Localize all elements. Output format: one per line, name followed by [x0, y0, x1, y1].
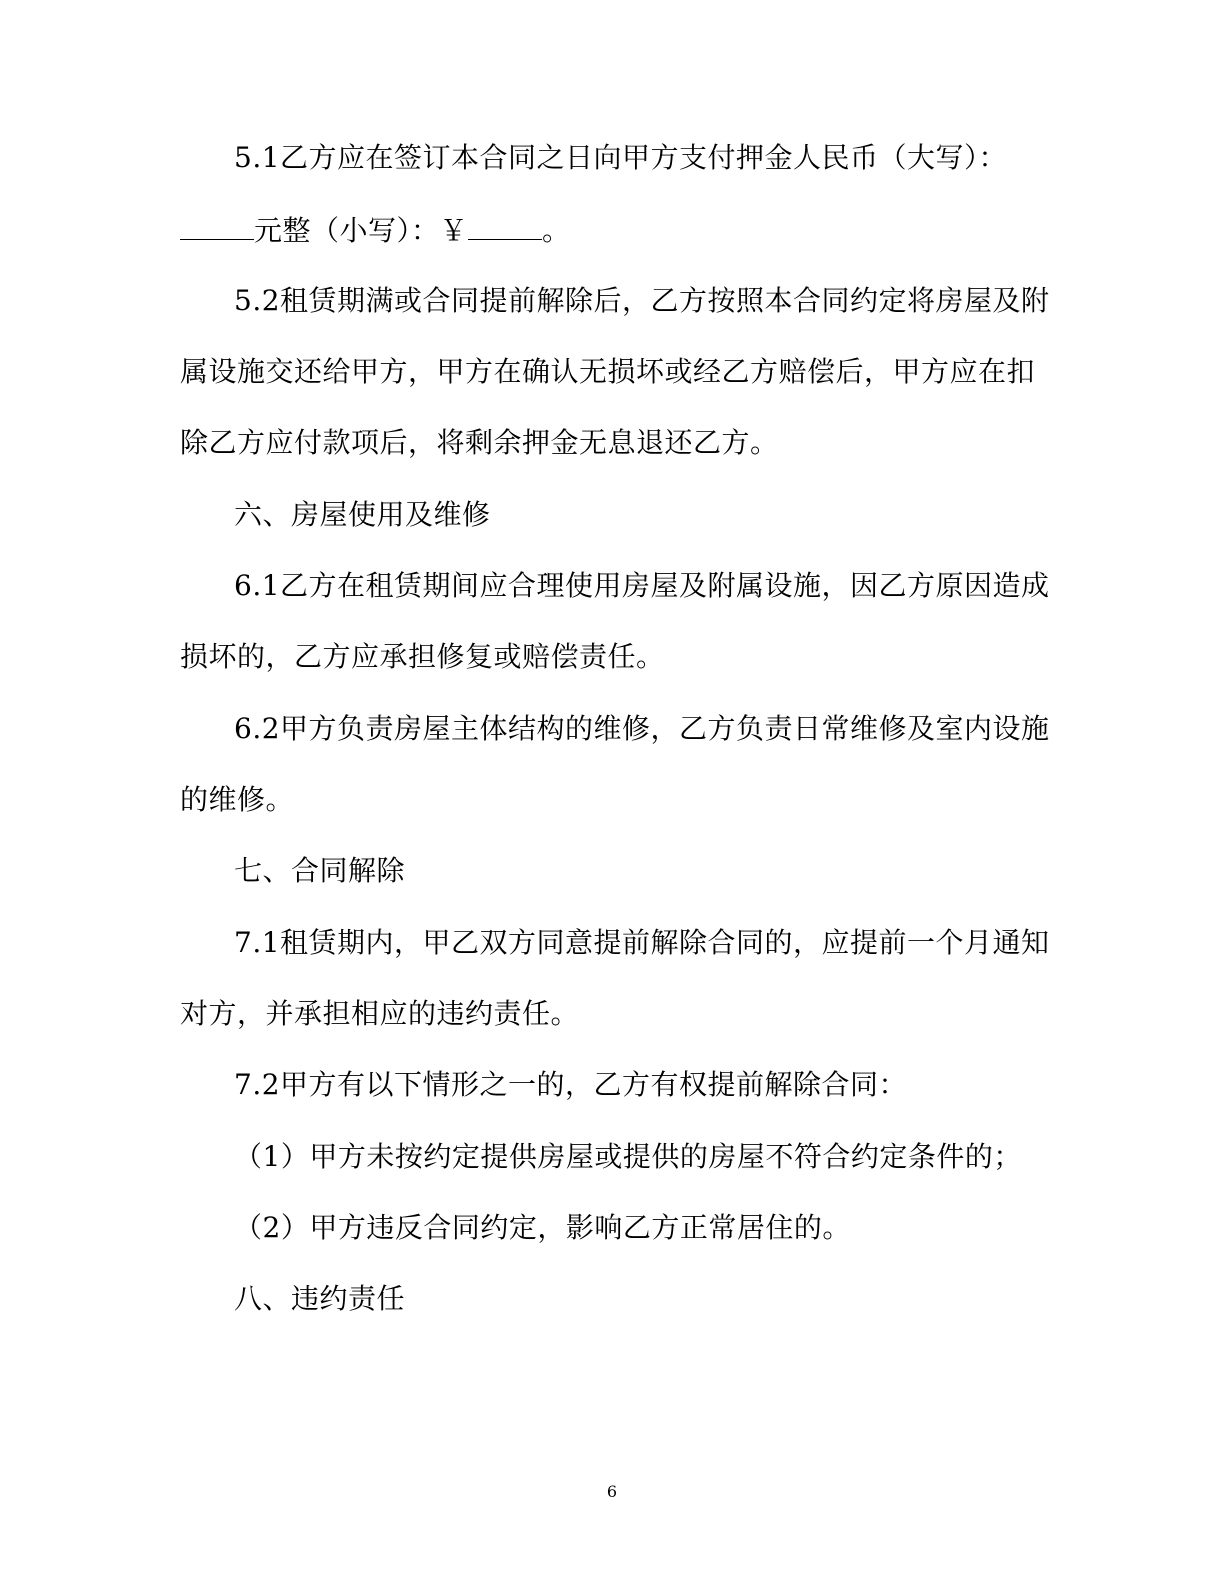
section-heading-8: 八、违约责任	[234, 1282, 406, 1315]
clause-7-2-item-2: （2）甲方违反合同约定，影响乙方正常居住的。	[234, 1211, 851, 1244]
section-heading-6: 六、房屋使用及维修	[234, 498, 491, 531]
clause-7-2-line-1: 7.2甲方有以下情形之一的，乙方有权提前解除合同：	[234, 1068, 908, 1101]
clause-7-2-item-1: （1）甲方未按约定提供房屋或提供的房屋不符合约定条件的；	[234, 1140, 1022, 1173]
page-number: 6	[606, 1482, 618, 1501]
clause-5-1-line-2	[180, 211, 1040, 249]
clause-5-2-line-1: 5.2租赁期满或合同提前解除后，乙方按照本合同约定将房屋及附	[234, 284, 1050, 317]
clause-6-2-line-1: 6.2甲方负责房屋主体结构的维修，乙方负责日常维修及室内设施	[234, 712, 1050, 745]
clause-6-1-line-1: 6.1乙方在租赁期间应合理使用房屋及附属设施，因乙方原因造成	[234, 569, 1050, 602]
deposit-uppercase-blank	[180, 211, 254, 240]
deposit-amount-label: 元整（小写）：￥	[254, 214, 469, 247]
clause-5-2-line-2: 属设施交还给甲方，甲方在确认无损坏或经乙方赔偿后，甲方应在扣	[180, 355, 1036, 388]
clause-6-2-line-2: 的维修。	[180, 783, 295, 816]
sentence-end-mark: 。	[542, 214, 571, 247]
clause-7-1-line-1: 7.1租赁期内，甲乙双方同意提前解除合同的，应提前一个月通知	[234, 926, 1050, 959]
deposit-lowercase-blank	[468, 211, 542, 240]
clause-6-1-line-2: 损坏的，乙方应承担修复或赔偿责任。	[180, 640, 665, 673]
section-heading-7: 七、合同解除	[234, 854, 406, 887]
clause-5-2-line-3: 除乙方应付款项后，将剩余押金无息退还乙方。	[180, 426, 779, 459]
clause-7-1-line-2: 对方，并承担相应的违约责任。	[180, 997, 580, 1030]
clause-5-1-line-1: 5.1乙方应在签订本合同之日向甲方支付押金人民币（大写）：	[234, 141, 1008, 174]
